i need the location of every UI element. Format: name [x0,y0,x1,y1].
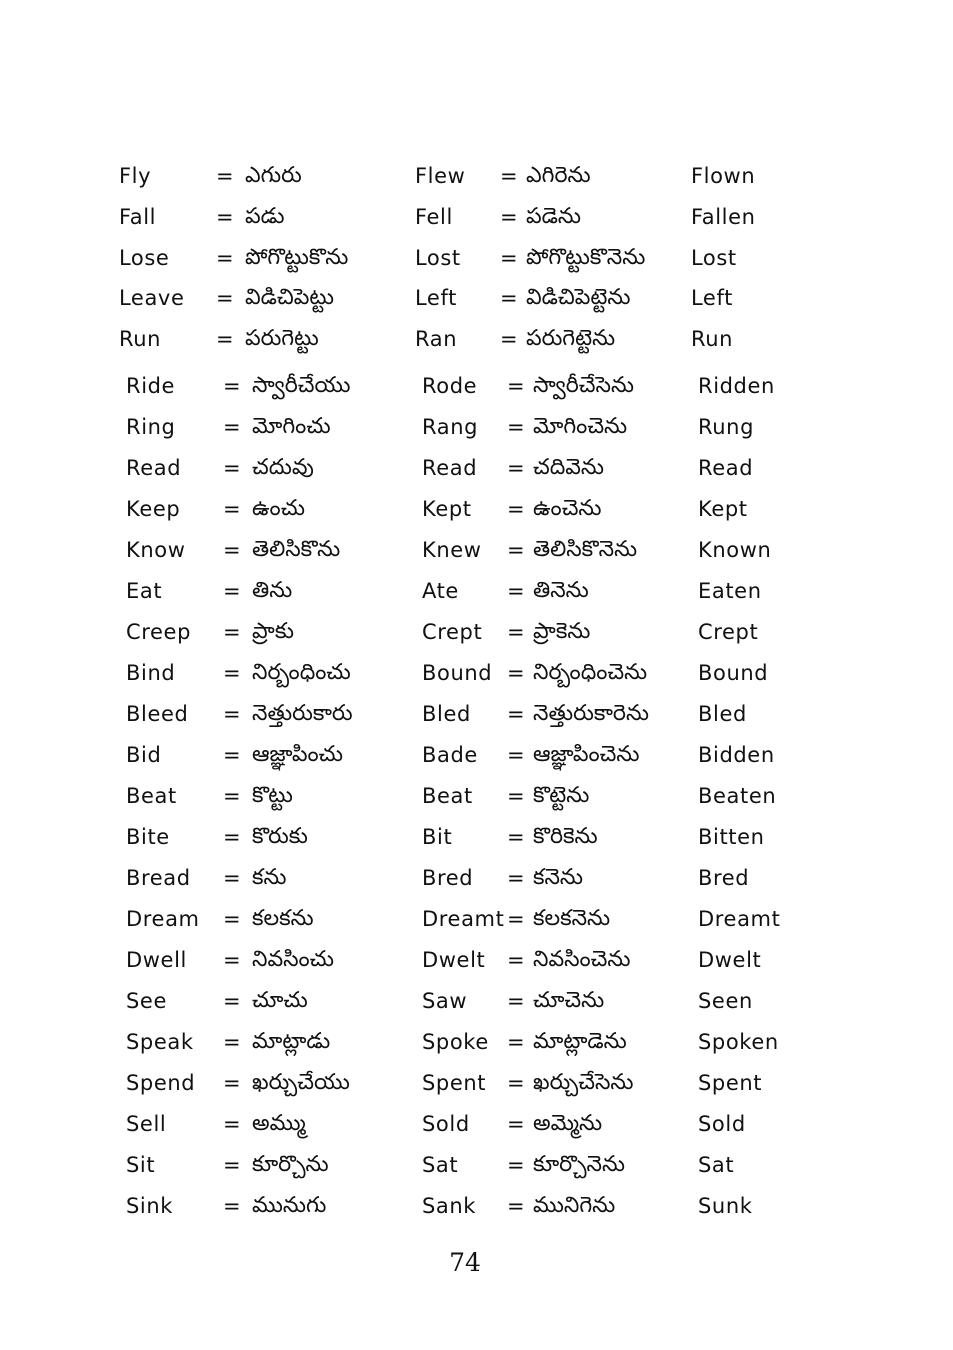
past-form-telugu: పరుగెట్టెను [526,326,616,352]
equals-sign: = [223,784,242,808]
past-form-telugu: నెత్తురుకారెను [533,701,650,726]
past-participle: Sold [698,1112,746,1136]
equals-sign: = [507,538,526,562]
base-form: Run [119,327,162,352]
base-form-telugu: ప్రాకు [252,619,294,644]
base-form-telugu: స్వారీచేయు [252,373,351,398]
equals-sign: = [500,327,519,352]
base-form: Keep [126,497,181,521]
equals-sign: = [500,164,519,188]
past-participle: Dwelt [698,948,762,972]
equals-sign: = [507,374,526,398]
base-form: Bid [126,743,162,767]
equals-sign: = [223,743,242,767]
equals-sign: = [500,245,519,270]
past-form: Flew [415,164,466,188]
base-form-telugu: నివసించు [252,947,335,972]
past-form: Bade [422,743,478,767]
base-form-telugu: నెత్తురుకారు [252,701,353,726]
past-form: Dwelt [422,948,486,972]
equals-sign: = [507,784,526,808]
past-form: Spoke [422,1030,489,1054]
past-form: Sank [422,1194,477,1218]
base-form-telugu: అమ్ము [252,1111,306,1136]
past-participle: Eaten [698,579,762,603]
past-form: Sat [422,1153,459,1177]
past-form-telugu: అమ్మెను [533,1111,603,1136]
base-form: See [126,989,167,1013]
equals-sign: = [500,286,519,311]
equals-sign: = [507,415,526,439]
base-form: Spend [126,1071,196,1095]
base-form: Bread [126,866,191,890]
past-participle: Kept [698,497,748,521]
base-form-telugu: మోగించు [252,414,331,439]
past-form-telugu: మునిగెను [533,1193,616,1218]
past-form-telugu: విడిచిపెట్టెను [526,285,631,311]
past-form-telugu: కనెను [533,865,583,890]
base-form: Leave [119,286,185,311]
past-form: Spent [422,1071,487,1095]
base-form: Fly [119,164,152,188]
base-form-telugu: తిను [252,578,293,603]
equals-sign: = [216,164,235,188]
equals-sign: = [223,1112,242,1136]
past-participle: Dreamt [698,907,781,931]
past-participle: Spoken [698,1030,779,1054]
past-participle: Lost [691,245,737,270]
equals-sign: = [507,1194,526,1218]
equals-sign: = [507,702,526,726]
equals-sign: = [223,1030,242,1054]
past-form-telugu: మాట్లాడెను [533,1029,627,1054]
base-form: Ride [126,374,176,398]
base-form-telugu: కొట్టు [252,783,293,808]
past-form: Bred [422,866,474,890]
base-form-telugu: పోగొట్టుకొను [245,244,349,270]
past-participle: Sunk [698,1194,753,1218]
past-form: Bled [422,702,471,726]
base-form-telugu: ఆజ్ఞాపించు [252,742,344,767]
past-form: Saw [422,989,468,1013]
past-form-telugu: మోగించెను [533,414,628,439]
base-form-telugu: పరుగెట్టు [245,326,319,352]
equals-sign: = [223,702,242,726]
equals-sign: = [223,907,242,931]
past-form-telugu: నివసించెను [533,947,631,972]
past-form-telugu: స్వారీచేసెను [533,373,635,398]
past-participle: Known [698,538,772,562]
base-form-telugu: కలకను [252,906,314,931]
equals-sign: = [507,907,526,931]
past-form: Left [415,286,457,311]
past-participle: Bred [698,866,750,890]
past-participle: Bound [698,661,769,685]
base-form: Sink [126,1194,174,1218]
past-form-telugu: కలకనెను [533,906,611,931]
past-form: Bit [422,825,453,849]
equals-sign: = [223,456,242,480]
base-form: Dream [126,907,200,931]
past-participle: Beaten [698,784,777,808]
equals-sign: = [216,327,235,352]
base-form-telugu: కూర్చొను [252,1152,329,1177]
past-form-telugu: పడెను [526,203,581,229]
base-form: Eat [126,579,163,603]
equals-sign: = [216,204,235,229]
past-form: Ran [415,327,458,352]
past-participle: Spent [698,1071,763,1095]
equals-sign: = [223,415,242,439]
base-form: Bleed [126,702,189,726]
equals-sign: = [507,989,526,1013]
equals-sign: = [223,866,242,890]
past-form: Kept [422,497,472,521]
past-form: Rang [422,415,479,439]
base-form-telugu: ఉంచు [252,496,306,521]
equals-sign: = [223,620,242,644]
equals-sign: = [507,743,526,767]
past-form-telugu: తెలిసికొనెను [533,537,638,562]
base-form: Fall [119,204,157,229]
equals-sign: = [500,204,519,229]
past-form-telugu: నిర్బంధించెను [533,660,648,685]
base-form-telugu: కను [252,865,287,890]
equals-sign: = [223,948,242,972]
base-form: Creep [126,620,192,644]
base-form: Know [126,538,186,562]
past-form-telugu: కొట్టెను [533,783,590,808]
past-form: Read [422,456,478,480]
past-form: Lost [415,245,461,270]
base-form: Bind [126,661,176,685]
equals-sign: = [223,538,242,562]
past-participle: Flown [691,164,756,188]
past-form-telugu: ఖర్చుచేసెను [533,1070,634,1095]
equals-sign: = [507,661,526,685]
equals-sign: = [507,948,526,972]
equals-sign: = [216,286,235,311]
past-participle: Crept [698,620,759,644]
base-form: Dwell [126,948,187,972]
past-form: Ate [422,579,459,603]
past-participle: Ridden [698,374,775,398]
equals-sign: = [223,1153,242,1177]
past-participle: Left [691,286,733,311]
equals-sign: = [223,374,242,398]
equals-sign: = [507,825,526,849]
base-form: Speak [126,1030,194,1054]
base-form-telugu: చూచు [252,988,308,1013]
past-participle: Run [691,327,734,352]
equals-sign: = [507,1030,526,1054]
base-form-telugu: మునుగు [252,1193,327,1218]
past-participle: Bidden [698,743,775,767]
equals-sign: = [223,497,242,521]
past-participle: Bitten [698,825,765,849]
equals-sign: = [223,825,242,849]
past-participle: Bled [698,702,747,726]
equals-sign: = [507,456,526,480]
past-participle: Rung [698,415,754,439]
past-form: Beat [422,784,473,808]
base-form: Lose [119,245,170,270]
equals-sign: = [507,579,526,603]
base-form-telugu: తెలిసికొను [252,537,341,562]
base-form: Sit [126,1153,156,1177]
base-form: Bite [126,825,170,849]
equals-sign: = [223,989,242,1013]
equals-sign: = [223,1071,242,1095]
base-form-telugu: కొరుకు [252,824,308,849]
past-form-telugu: పోగొట్టుకొనెను [526,244,646,270]
base-form-telugu: ఖర్చుచేయు [252,1070,350,1095]
past-participle: Fallen [691,204,756,229]
past-participle: Sat [698,1153,735,1177]
base-form: Beat [126,784,177,808]
equals-sign: = [507,620,526,644]
base-form-telugu: మాట్లాడు [252,1029,331,1054]
past-form: Fell [415,204,453,229]
equals-sign: = [223,579,242,603]
past-participle: Read [698,456,754,480]
past-form-telugu: ఎగిరెను [526,163,591,188]
past-form-telugu: ప్రాకెను [533,619,591,644]
past-participle: Seen [698,989,753,1013]
past-form-telugu: కొరికెను [533,824,598,849]
past-form-telugu: ఆజ్ఞాపించెను [533,742,640,767]
equals-sign: = [507,1071,526,1095]
equals-sign: = [507,1153,526,1177]
past-form: Rode [422,374,478,398]
equals-sign: = [507,866,526,890]
equals-sign: = [223,661,242,685]
base-form: Read [126,456,182,480]
equals-sign: = [507,497,526,521]
base-form: Sell [126,1112,167,1136]
base-form-telugu: పడు [245,203,285,229]
base-form-telugu: చదువు [252,455,314,480]
past-form: Crept [422,620,483,644]
equals-sign: = [216,245,235,270]
base-form-telugu: నిర్బంధించు [252,660,351,685]
past-form: Bound [422,661,493,685]
page-number: 74 [449,1248,481,1277]
equals-sign: = [507,1112,526,1136]
base-form-telugu: విడిచిపెట్టు [245,285,335,311]
past-form-telugu: కూర్చొనెను [533,1152,626,1177]
base-form: Ring [126,415,176,439]
past-form: Sold [422,1112,470,1136]
past-form-telugu: చదివెను [533,455,604,480]
past-form-telugu: చూచెను [533,988,605,1013]
past-form-telugu: ఉంచెను [533,496,602,521]
base-form-telugu: ఎగురు [245,163,302,188]
equals-sign: = [223,1194,242,1218]
past-form: Dreamt [422,907,505,931]
past-form: Knew [422,538,482,562]
past-form-telugu: తినెను [533,578,589,603]
